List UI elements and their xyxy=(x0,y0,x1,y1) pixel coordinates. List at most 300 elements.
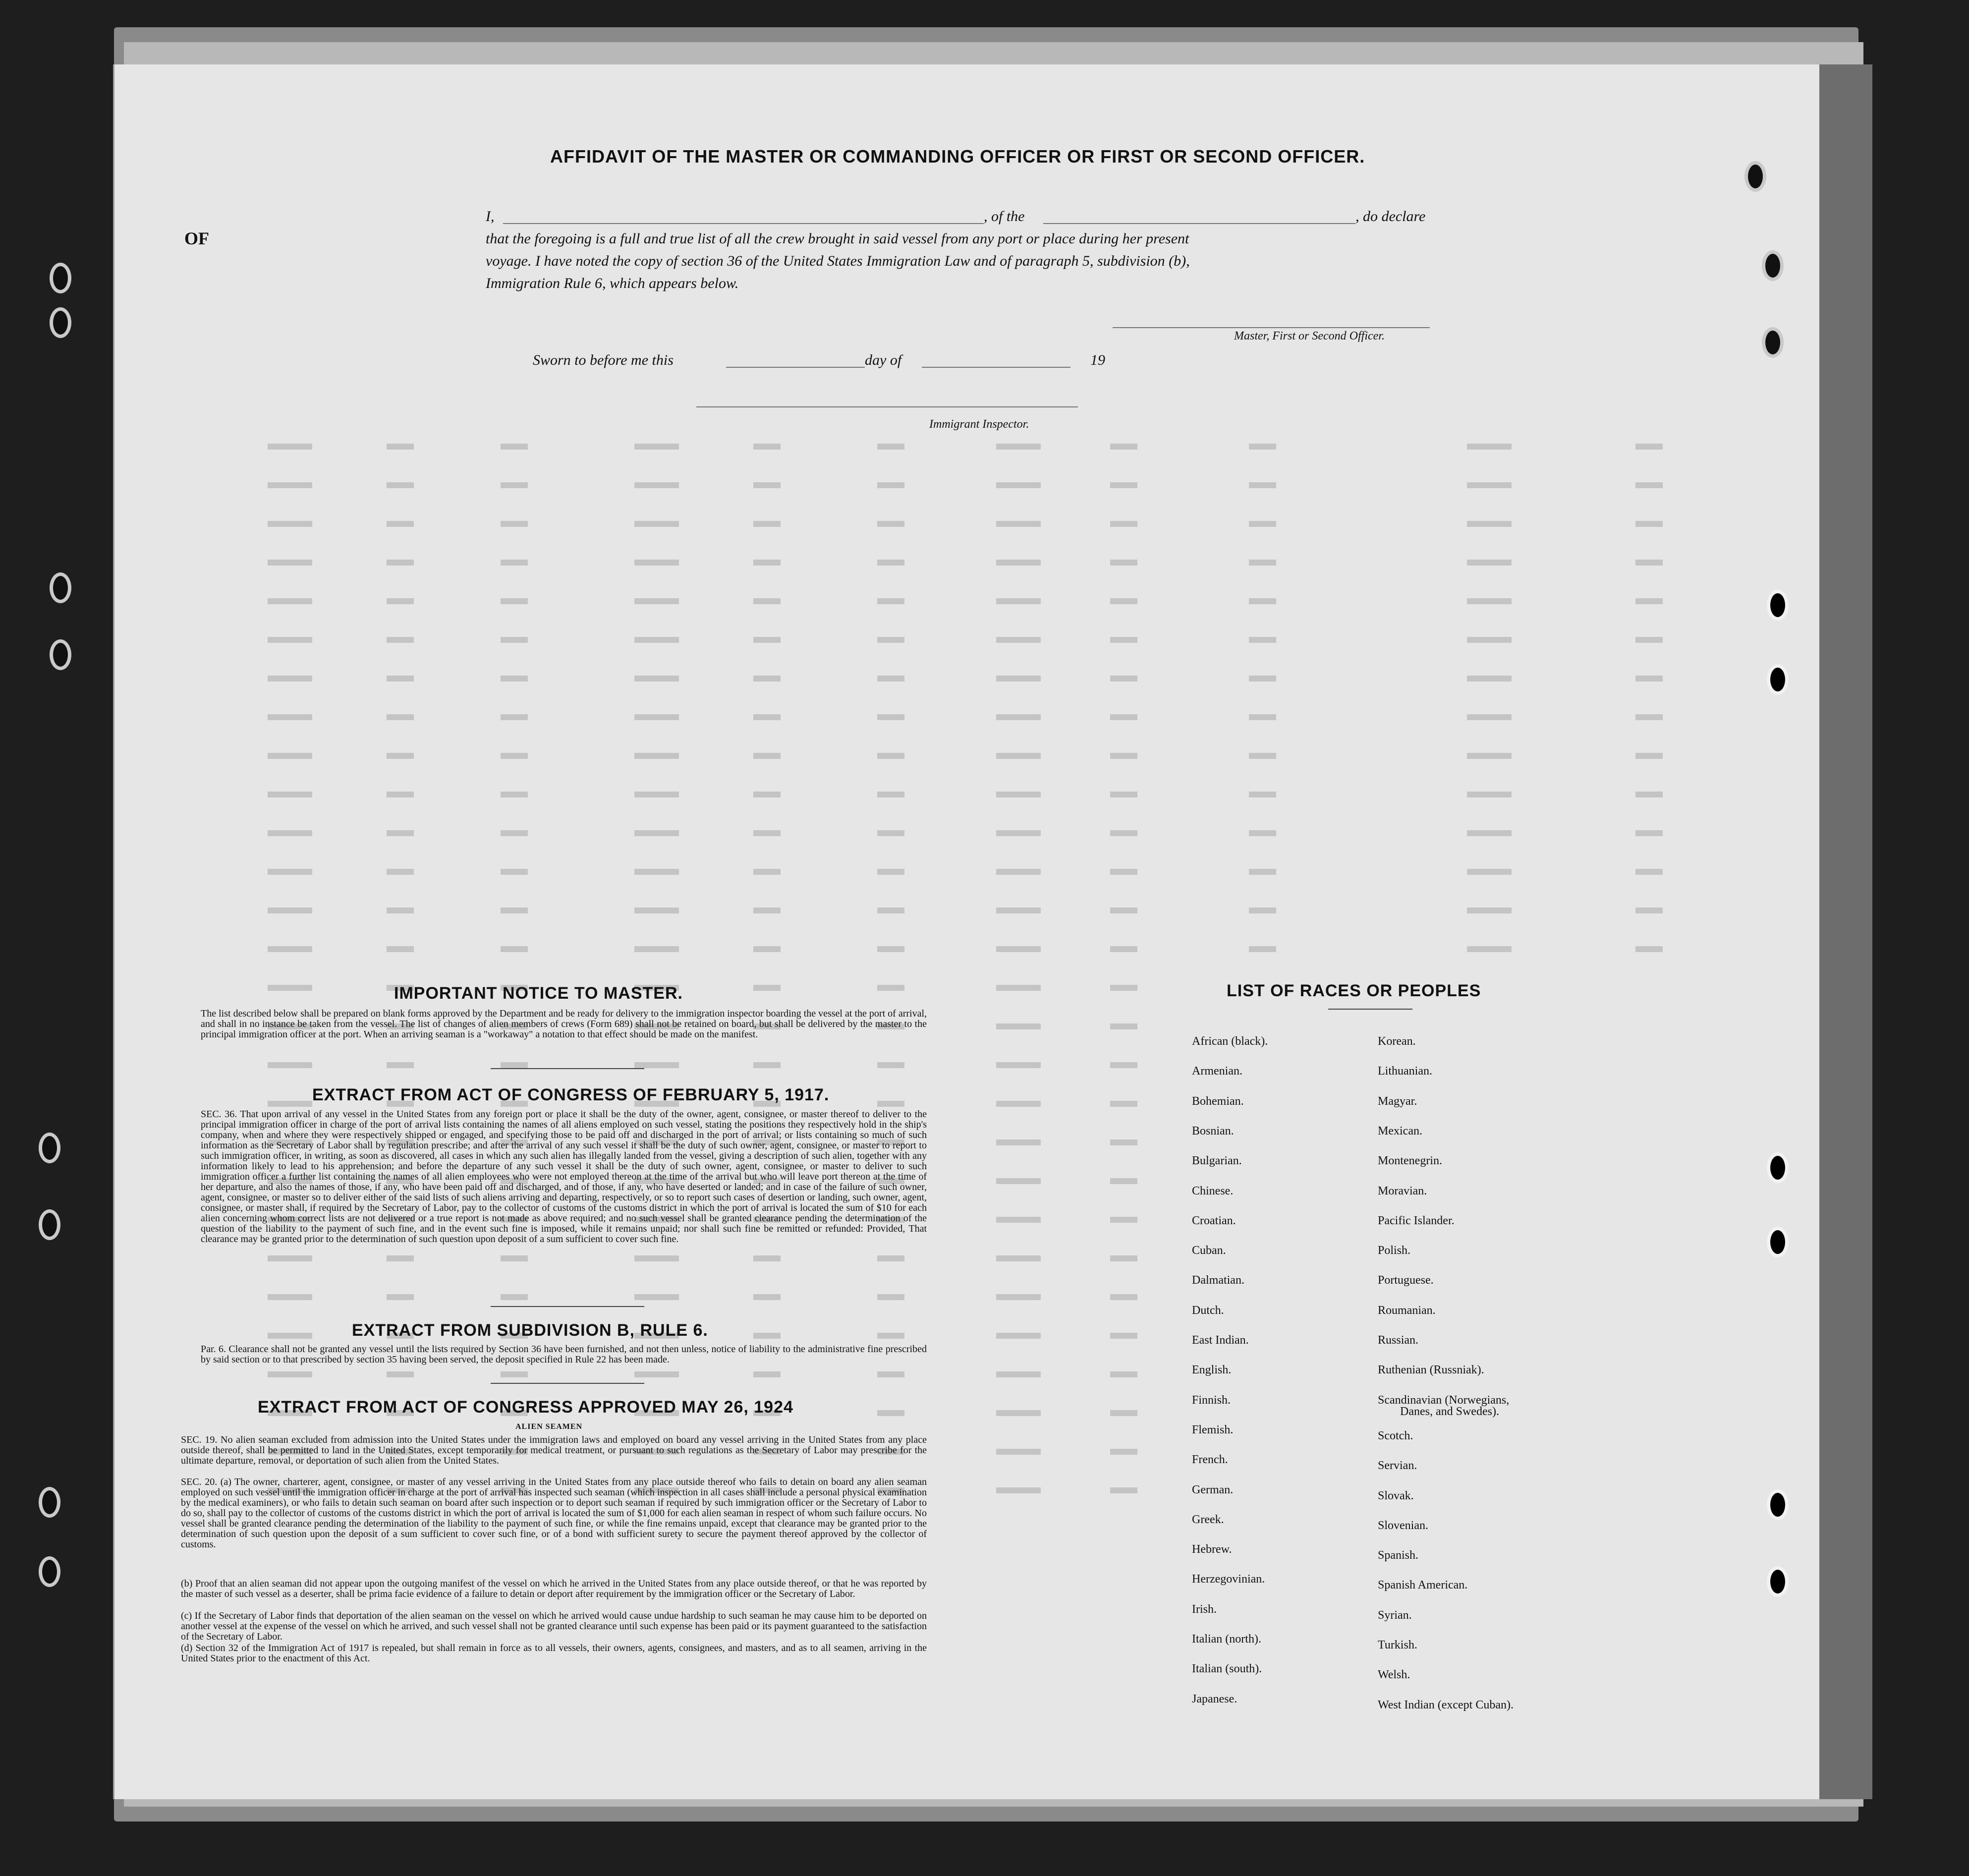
bleed-through-mark xyxy=(501,1294,528,1300)
bleed-through-mark xyxy=(996,482,1041,488)
race-item: Mexican. xyxy=(1378,1124,1422,1137)
bleed-through-mark xyxy=(877,560,904,566)
binder-hole xyxy=(39,1133,60,1163)
bleed-through-mark xyxy=(996,1410,1041,1416)
bleed-through-mark xyxy=(634,869,679,875)
bleed-through-mark xyxy=(1110,1101,1137,1107)
race-item: Chinese. xyxy=(1192,1184,1234,1197)
bleed-through-mark xyxy=(753,830,781,836)
bleed-through-mark xyxy=(1110,1487,1137,1493)
bleed-through-mark xyxy=(877,482,904,488)
bleed-through-mark xyxy=(1635,830,1663,836)
race-item: Armenian. xyxy=(1192,1065,1242,1078)
bleed-through-mark xyxy=(501,830,528,836)
bleed-through-mark xyxy=(1635,714,1663,720)
bleed-through-mark xyxy=(1467,560,1512,566)
bleed-through-mark xyxy=(1635,908,1663,913)
bleed-through-mark xyxy=(387,1062,414,1068)
bleed-through-mark xyxy=(1467,676,1512,682)
bleed-through-mark xyxy=(996,1101,1041,1107)
extract-1917-title: EXTRACT FROM ACT OF CONGRESS OF FEBRUARY 5, 1917. xyxy=(312,1085,830,1104)
bleed-through-mark xyxy=(996,1371,1041,1377)
rule xyxy=(491,1306,644,1307)
race-item: Flemish. xyxy=(1192,1423,1234,1436)
bleed-through-mark xyxy=(387,560,414,566)
bleed-through-mark xyxy=(634,908,679,913)
affidavit-line3: Immigration Rule 6, which appears below. xyxy=(486,275,739,291)
bleed-through-mark xyxy=(501,1371,528,1377)
bleed-through-mark xyxy=(877,1062,904,1068)
bleed-through-mark xyxy=(1467,908,1512,913)
bleed-through-mark xyxy=(753,714,781,720)
bleed-through-mark xyxy=(1110,792,1137,797)
binder-hole xyxy=(50,639,71,670)
race-item: Spanish American. xyxy=(1378,1579,1468,1592)
sec20c-text: (c) If the Secretary of Labor finds that deportation of the alien seaman on the vessel on which he arrived would cause undue hardship to such seaman he may cause him to be deported on another vessel at the expense of the vessel on which he arrived, and such vessel shall not be granted clearance until such expense has been paid or its payment guaranteed to the satisfaction of the Secretary of Labor. xyxy=(181,1610,927,1642)
bleed-through-mark xyxy=(1110,444,1137,450)
race-item: Lithuanian. xyxy=(1378,1065,1432,1078)
bleed-through-mark xyxy=(387,869,414,875)
race-item: Turkish. xyxy=(1378,1639,1417,1651)
race-item: Finnish. xyxy=(1192,1393,1231,1407)
race-item: Servian. xyxy=(1378,1459,1417,1473)
bleed-through-mark xyxy=(877,985,904,991)
bleed-through-mark xyxy=(1635,521,1663,527)
bleed-through-mark xyxy=(268,753,312,759)
bleed-through-mark xyxy=(1110,482,1137,488)
bleed-through-mark xyxy=(753,560,781,566)
race-item: Irish. xyxy=(1192,1602,1217,1616)
bleed-through-mark xyxy=(501,1062,528,1068)
master-label: Master, First or Second Officer. xyxy=(1234,330,1385,342)
bleed-through-mark xyxy=(1635,946,1663,952)
race-item: Dalmatian. xyxy=(1192,1274,1244,1287)
bleed-through-mark xyxy=(1249,792,1276,797)
bleed-through-mark xyxy=(1635,482,1663,488)
bleed-through-mark xyxy=(996,1217,1041,1223)
bleed-through-mark xyxy=(1249,560,1276,566)
bleed-through-mark xyxy=(753,908,781,913)
bleed-through-mark xyxy=(1110,1217,1137,1223)
binder-hole xyxy=(39,1209,60,1240)
race-item: French. xyxy=(1192,1453,1228,1467)
binder-hole xyxy=(50,572,71,603)
bleed-through-mark xyxy=(996,1178,1041,1184)
bleed-through-mark xyxy=(1249,830,1276,836)
binder-hole xyxy=(50,263,71,293)
bleed-through-mark xyxy=(501,1255,528,1261)
bleed-through-mark xyxy=(387,444,414,450)
bleed-through-mark xyxy=(268,444,312,450)
bleed-through-mark xyxy=(753,482,781,488)
bleed-through-mark xyxy=(501,946,528,952)
inspector-label: Immigrant Inspector. xyxy=(929,418,1029,431)
bleed-through-mark xyxy=(1110,1255,1137,1261)
race-item: Croatian. xyxy=(1192,1214,1236,1227)
bleed-through-mark xyxy=(634,830,679,836)
bleed-through-mark xyxy=(996,444,1041,450)
race-item: Cuban. xyxy=(1192,1244,1226,1257)
bleed-through-mark xyxy=(1110,560,1137,566)
bleed-through-mark xyxy=(268,830,312,836)
bleed-through-mark xyxy=(501,714,528,720)
bleed-through-mark xyxy=(634,444,679,450)
race-item: English. xyxy=(1192,1364,1232,1377)
race-item: West Indian (except Cuban). xyxy=(1378,1698,1514,1711)
extract-1924-subtitle: ALIEN SEAMEN xyxy=(515,1422,583,1431)
bleed-through-mark xyxy=(1110,714,1137,720)
sec19-text: SEC. 19. No alien seaman excluded from admission into the United States under the immigration laws and employed on board any vessel arriving in the United States from any place outside thereof, shall be permitted to land in the United States, except temporarily for medical treatment, or pursuant to such regulations as the Secretary of Labor may prescribe for the ultimate departure, removal, or deportation of such alien from the United States. xyxy=(181,1434,927,1466)
race-item: Polish. xyxy=(1378,1244,1411,1257)
bleed-through-mark xyxy=(877,792,904,797)
rule xyxy=(491,1068,644,1069)
race-item: Syrian. xyxy=(1378,1608,1412,1622)
bleed-through-mark xyxy=(753,869,781,875)
bleed-through-mark xyxy=(996,1333,1041,1339)
bleed-through-mark xyxy=(877,946,904,952)
bleed-through-mark xyxy=(634,521,679,527)
binder-hole xyxy=(39,1487,60,1518)
bleed-through-mark xyxy=(1467,598,1512,604)
bleed-through-mark xyxy=(634,560,679,566)
bleed-through-mark xyxy=(996,521,1041,527)
bleed-through-mark xyxy=(1110,637,1137,643)
bleed-through-mark xyxy=(387,637,414,643)
race-item: Bosnian. xyxy=(1192,1124,1234,1137)
bleed-through-mark xyxy=(1110,1023,1137,1029)
rule xyxy=(491,1383,644,1384)
race-item: Montenegrin. xyxy=(1378,1154,1442,1168)
bleed-through-mark xyxy=(1110,1333,1137,1339)
bleed-through-mark xyxy=(877,1101,904,1107)
bleed-through-mark xyxy=(753,521,781,527)
bleed-through-mark xyxy=(877,637,904,643)
master-signature-line xyxy=(1113,327,1430,328)
race-item: Greek. xyxy=(1192,1513,1224,1526)
binder-hole xyxy=(1767,590,1789,621)
race-item: Magyar. xyxy=(1378,1094,1417,1108)
bleed-through-mark xyxy=(634,482,679,488)
sec20a-text: SEC. 20. (a) The owner, charterer, agent, consignee, or master of any vessel arriving in the United States from any place outside thereof who fails to detain on board any alien seaman employed on such vessel until the immigration officer in charge at the port of arrival has inspected such seaman (which inspection in all cases shall include a personal physical examination by the medical examiners), or who fails to detain such seaman on board after such inspection or to deport such seaman if required by such immigration officer or the Secretary of Labor to do so, shall pay to the collector of customs of the customs district in which the port of arrival is located the sum of $1,000 for each alien seaman in respect of whom such failure occurs. No vessel shall be granted clearance pending the determination of the liability to the payment of such fine, or while the fine remains unpaid, except that clearance may be granted prior to the determination of such question upon the deposit of a sum sufficient to cover such fine, or of a bond with sufficient surety to secure the payment thereof approved by the collector of customs. xyxy=(181,1477,927,1550)
bleed-through-mark xyxy=(1249,908,1276,913)
bleed-through-mark xyxy=(753,637,781,643)
bleed-through-mark xyxy=(501,676,528,682)
bleed-through-mark xyxy=(634,1062,679,1068)
bleed-through-mark xyxy=(1467,521,1512,527)
bleed-through-mark xyxy=(268,792,312,797)
bleed-through-mark xyxy=(877,1371,904,1377)
bleed-through-mark xyxy=(1110,908,1137,913)
bleed-through-mark xyxy=(1635,753,1663,759)
bleed-through-mark xyxy=(501,753,528,759)
bleed-through-mark xyxy=(753,1255,781,1261)
bleed-through-mark xyxy=(1249,521,1276,527)
bleed-through-mark xyxy=(996,1449,1041,1455)
bleed-through-mark xyxy=(1467,482,1512,488)
bleed-through-mark xyxy=(996,1023,1041,1029)
bleed-through-mark xyxy=(877,869,904,875)
bleed-through-mark xyxy=(387,1294,414,1300)
bleed-through-mark xyxy=(387,908,414,913)
bleed-through-mark xyxy=(387,676,414,682)
bleed-through-mark xyxy=(634,1294,679,1300)
bleed-through-mark xyxy=(753,598,781,604)
bleed-through-mark xyxy=(634,598,679,604)
bleed-through-mark xyxy=(996,676,1041,682)
margin-mark: OF xyxy=(184,228,209,248)
bleed-through-mark xyxy=(1467,637,1512,643)
bleed-through-mark xyxy=(501,869,528,875)
bleed-through-mark xyxy=(268,1294,312,1300)
binder-hole xyxy=(39,1556,60,1587)
race-item: Portuguese. xyxy=(1378,1274,1434,1287)
bleed-through-mark xyxy=(1110,1371,1137,1377)
bleed-through-mark xyxy=(877,676,904,682)
bleed-through-mark xyxy=(1249,637,1276,643)
bleed-through-mark xyxy=(1635,444,1663,450)
sec20d-text: (d) Section 32 of the Immigration Act of 1917 is repealed, but shall remain in force as to all vessels, their owners, agents, consignees, and masters, and as to all seamen, arriving in the United States prior to the enactment of this Act. xyxy=(181,1643,927,1664)
bleed-through-mark xyxy=(501,792,528,797)
bleed-through-mark xyxy=(268,1371,312,1377)
bleed-through-mark xyxy=(1110,985,1137,991)
affidavit-title: AFFIDAVIT OF THE MASTER OR COMMANDING OFFICER OR FIRST OR SECOND OFFICER. xyxy=(550,146,1365,167)
affidavit-of-the: , of the xyxy=(984,208,1025,225)
binder-hole xyxy=(50,307,71,338)
month-blank xyxy=(922,367,1070,368)
sworn-day-blank xyxy=(726,367,865,368)
sworn-label: Sworn to before me this xyxy=(533,352,674,368)
bleed-through-mark xyxy=(387,946,414,952)
bleed-through-mark xyxy=(1467,946,1512,952)
race-item: Hebrew. xyxy=(1192,1543,1232,1556)
bleed-through-mark xyxy=(996,1062,1041,1068)
year-label: 19 xyxy=(1090,352,1105,368)
bleed-through-mark xyxy=(387,598,414,604)
bleed-through-mark xyxy=(387,521,414,527)
bleed-through-mark xyxy=(1249,598,1276,604)
bleed-through-mark xyxy=(387,753,414,759)
bleed-through-mark xyxy=(753,1062,781,1068)
race-item: Ruthenian (Russniak). xyxy=(1378,1364,1484,1377)
bleed-through-mark xyxy=(268,985,312,991)
bleed-through-mark xyxy=(877,1333,904,1339)
race-item: Danes, and Swedes). xyxy=(1400,1405,1499,1418)
race-item: African (black). xyxy=(1192,1035,1268,1048)
bleed-through-mark xyxy=(634,753,679,759)
bleed-through-mark xyxy=(1467,444,1512,450)
race-item: Welsh. xyxy=(1378,1668,1410,1682)
bleed-through-mark xyxy=(1249,869,1276,875)
bleed-through-mark xyxy=(996,830,1041,836)
rule6-body: Par. 6. Clearance shall not be granted any vessel until the lists required by Section 36 have been furnished, and not then unless, notice of liability to the administrative fine prescribed by said section or to that prescribed by section 35 having been served, the deposit specified in Rule 22 has been made. xyxy=(201,1344,927,1365)
bleed-through-mark xyxy=(501,444,528,450)
bleed-through-mark xyxy=(268,560,312,566)
bleed-through-mark xyxy=(387,482,414,488)
bleed-through-mark xyxy=(753,676,781,682)
bleed-through-mark xyxy=(634,792,679,797)
binder-hole xyxy=(1767,1152,1789,1183)
bleed-through-mark xyxy=(996,985,1041,991)
bleed-through-mark xyxy=(1635,792,1663,797)
bleed-through-mark xyxy=(877,1410,904,1416)
bleed-through-mark xyxy=(877,714,904,720)
bleed-through-mark xyxy=(1249,714,1276,720)
bleed-through-mark xyxy=(996,869,1041,875)
rule6-title: EXTRACT FROM SUBDIVISION B, RULE 6. xyxy=(352,1321,708,1340)
race-item: Korean. xyxy=(1378,1035,1416,1048)
bleed-through-mark xyxy=(501,908,528,913)
bleed-through-mark xyxy=(268,714,312,720)
binder-hole xyxy=(1767,664,1789,695)
bleed-through-mark xyxy=(268,598,312,604)
race-item: Russian. xyxy=(1378,1334,1419,1347)
rule xyxy=(1328,1009,1412,1010)
bleed-through-mark xyxy=(1467,869,1512,875)
bleed-through-mark xyxy=(877,908,904,913)
bleed-through-mark xyxy=(1635,637,1663,643)
bleed-through-mark xyxy=(634,1255,679,1261)
bleed-through-mark xyxy=(1110,676,1137,682)
bleed-through-mark xyxy=(268,482,312,488)
bleed-through-mark xyxy=(501,637,528,643)
bleed-through-mark xyxy=(996,1255,1041,1261)
bleed-through-mark xyxy=(501,482,528,488)
bleed-through-mark xyxy=(753,985,781,991)
bleed-through-mark xyxy=(1110,1294,1137,1300)
bleed-through-mark xyxy=(1110,521,1137,527)
bleed-through-mark xyxy=(996,560,1041,566)
bleed-through-mark xyxy=(996,598,1041,604)
bleed-through-mark xyxy=(1110,1139,1137,1145)
race-item: Scandinavian (Norwegians, xyxy=(1378,1393,1510,1407)
bleed-through-mark xyxy=(1110,869,1137,875)
bleed-through-mark xyxy=(753,1333,781,1339)
bleed-through-mark xyxy=(1635,598,1663,604)
affidavit-line2: voyage. I have noted the copy of section 36 of the United States Immigration Law and of paragraph 5, subdivision (b), xyxy=(486,253,1190,269)
bleed-through-mark xyxy=(268,1062,312,1068)
bleed-through-mark xyxy=(634,637,679,643)
extract-1917-body: SEC. 36. That upon arrival of any vessel in the United States from any foreign port or place it shall be the duty of the owner, agent, consignee, or master thereof to deliver to the principal immigration officer in charge of the port of arrival lists containing the names of all aliens employed on such vessel, stating the positions they respectively hold in the ship's company, when and where they were respectively shipped or engaged, and specifying those to be paid off and discharged in the port of arrival; or lists containing so much of such information as the Secretary of Labor shall by regulation prescribe; and after the arrival of any such vessel it shall be the duty of such owner, agent, consignee, or master to report to such immigration officer, in writing, as soon as discovered, all cases in which any such alien has illegally landed from the vessel, giving a description of such alien, together with any information likely to lead to his apprehension; and before the departure of any such vessel it shall be the duty of such owner, agent, consignee, or master to deliver to such immigration officer a further list containing the names of all alien employees who were not employed thereon at the time of the arrival but who will leave port thereon at the time of her departure, and also the names of those, if any, who have been paid off and discharged, and of those, if any, who have deserted or landed; and in case of the failure of such owner, agent, consignee, or master so to deliver either of the said lists of such aliens arriving and departing, respectively, or so to report such cases of desertion or landing, such owner, agent, consignee, or master shall, if required by the Secretary of Labor, pay to the collector of customs of the customs district in which the port of arrival is located the sum of $10 for each alien concerning whom correct lists are not delivered or a true report is not made as above required; and no such vessel shall be granted clearance pending the determination of the question of the liability to the payment of such fine, and in the event such fine is imposed, while it remains unpaid; nor shall such fine be remitted or refunded: Provided, That clearance may be granted prior to the determination of such question upon deposit of a sum sufficient to cover such fine. xyxy=(201,1109,927,1245)
bleed-through-mark xyxy=(1467,753,1512,759)
bleed-through-mark xyxy=(996,792,1041,797)
bleed-through-mark xyxy=(501,521,528,527)
bleed-through-mark xyxy=(634,946,679,952)
race-item: Moravian. xyxy=(1378,1184,1427,1197)
bleed-through-mark xyxy=(1249,753,1276,759)
bleed-through-mark xyxy=(268,676,312,682)
bleed-through-mark xyxy=(1249,444,1276,450)
notice-title: IMPORTANT NOTICE TO MASTER. xyxy=(394,984,683,1003)
binder-hole xyxy=(1767,1489,1789,1520)
bleed-through-mark xyxy=(1110,946,1137,952)
bleed-through-mark xyxy=(268,521,312,527)
bleed-through-mark xyxy=(877,1294,904,1300)
bleed-through-mark xyxy=(996,714,1041,720)
race-item: Dutch. xyxy=(1192,1304,1224,1317)
bleed-through-mark xyxy=(877,830,904,836)
bleed-through-mark xyxy=(1110,1410,1137,1416)
affidavit-prefix: I, xyxy=(486,208,495,225)
race-item: Italian (south). xyxy=(1192,1662,1262,1676)
bleed-through-mark xyxy=(1467,792,1512,797)
affidavit-declare: , do declare xyxy=(1355,208,1426,225)
bleed-through-mark xyxy=(753,792,781,797)
binder-strip xyxy=(1818,64,1872,1799)
race-item: Pacific Islander. xyxy=(1378,1214,1455,1227)
bleed-through-mark xyxy=(1110,1449,1137,1455)
bleed-through-mark xyxy=(1110,1062,1137,1068)
bleed-through-mark xyxy=(1467,830,1512,836)
bleed-through-mark xyxy=(753,444,781,450)
bleed-through-mark xyxy=(753,753,781,759)
bleed-through-mark xyxy=(1467,714,1512,720)
bleed-through-mark xyxy=(753,946,781,952)
race-item: Japanese. xyxy=(1192,1692,1238,1705)
bleed-through-mark xyxy=(268,1333,312,1339)
bleed-through-mark xyxy=(1635,869,1663,875)
race-item: Italian (north). xyxy=(1192,1633,1261,1646)
race-item: Herzegovinian. xyxy=(1192,1573,1265,1586)
bleed-through-mark xyxy=(268,946,312,952)
bleed-through-mark xyxy=(387,714,414,720)
bleed-through-mark xyxy=(1110,753,1137,759)
bleed-through-mark xyxy=(996,637,1041,643)
day-of-label: day of xyxy=(865,352,902,368)
bleed-through-mark xyxy=(996,1139,1041,1145)
race-item: Roumanian. xyxy=(1378,1304,1436,1317)
bleed-through-mark xyxy=(387,830,414,836)
bleed-through-mark xyxy=(996,908,1041,913)
bleed-through-mark xyxy=(1249,676,1276,682)
bleed-through-mark xyxy=(1249,482,1276,488)
bleed-through-mark xyxy=(877,753,904,759)
inspector-signature-line xyxy=(696,406,1078,407)
affidavit-line1: that the foregoing is a full and true list of all the crew brought in said vessel from any port or place during her present xyxy=(486,230,1189,247)
bleed-through-mark xyxy=(634,676,679,682)
bleed-through-mark xyxy=(1110,830,1137,836)
race-item: East Indian. xyxy=(1192,1334,1249,1347)
bleed-through-mark xyxy=(387,1371,414,1377)
bleed-through-mark xyxy=(268,637,312,643)
races-title: LIST OF RACES OR PEOPLES xyxy=(1227,981,1481,1000)
bleed-through-mark xyxy=(1635,676,1663,682)
bleed-through-mark xyxy=(877,598,904,604)
name-blank xyxy=(503,223,984,224)
binder-hole xyxy=(1744,161,1766,192)
race-item: German. xyxy=(1192,1483,1234,1496)
bleed-through-mark xyxy=(387,792,414,797)
bleed-through-mark xyxy=(1110,1178,1137,1184)
bleed-through-mark xyxy=(877,444,904,450)
race-item: Bulgarian. xyxy=(1192,1154,1242,1168)
race-item: Scotch. xyxy=(1378,1429,1413,1442)
race-item: Slovak. xyxy=(1378,1489,1414,1502)
bleed-through-mark xyxy=(1635,560,1663,566)
bleed-through-mark xyxy=(268,908,312,913)
bleed-through-mark xyxy=(268,869,312,875)
bleed-through-mark xyxy=(634,1371,679,1377)
binder-hole xyxy=(1767,1566,1789,1597)
binder-hole xyxy=(1762,250,1784,281)
bleed-through-mark xyxy=(1249,946,1276,952)
bleed-through-mark xyxy=(501,598,528,604)
bleed-through-mark xyxy=(996,1294,1041,1300)
bleed-through-mark xyxy=(877,521,904,527)
bleed-through-mark xyxy=(1110,598,1137,604)
bleed-through-mark xyxy=(268,1255,312,1261)
binder-hole xyxy=(1762,327,1784,358)
bleed-through-mark xyxy=(753,1294,781,1300)
